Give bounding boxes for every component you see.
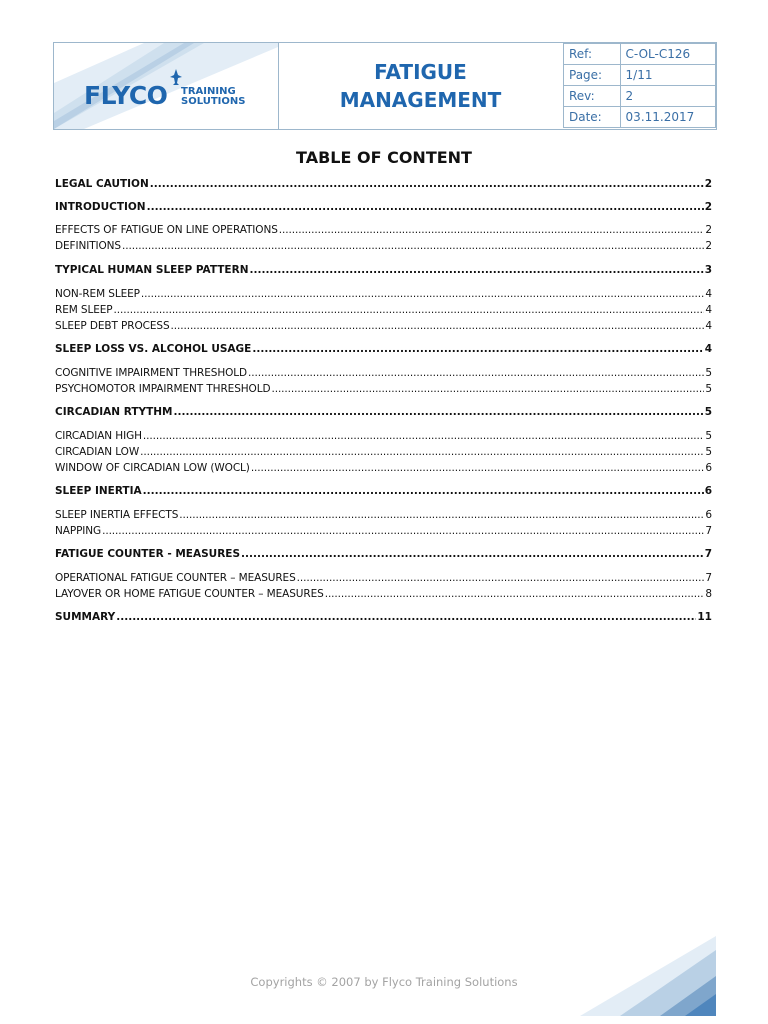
toc-entry-wocl[interactable]: WINDOW OF CIRCADIAN LOW (WOCL) ..... 6 <box>55 462 712 474</box>
toc-entry-sleep-debt-process[interactable]: SLEEP DEBT PROCESS ..... 4 <box>55 320 712 332</box>
logo-tagline: TRAINING SOLUTIONS <box>181 86 246 107</box>
company-logo <box>54 43 279 129</box>
logo-wordmark: FLYCO <box>84 81 168 110</box>
toc-entry-layover-home-fatigue[interactable]: LAYOVER OR HOME FATIGUE COUNTER – MEASURES ..... 8 <box>55 588 712 600</box>
toc-entry-cognitive-impairment[interactable]: COGNITIVE IMPAIRMENT THRESHOLD ..... 5 <box>55 367 712 379</box>
footer-corner-graphic <box>580 936 716 1016</box>
toc-entry-circadian-rhythm[interactable]: CIRCADIAN RTYTHM ..... 5 <box>55 406 712 418</box>
toc-entry-operational-fatigue[interactable]: OPERATIONAL FATIGUE COUNTER – MEASURES ..... 7 <box>55 572 712 584</box>
toc-entry-fatigue-counter-measures[interactable]: FATIGUE COUNTER - MEASURES ..... 7 <box>55 548 712 560</box>
meta-row-date: Date: 03.11.2017 <box>564 107 716 128</box>
toc-heading: TABLE OF CONTENT <box>296 148 472 167</box>
toc-entry-sleep-loss-alcohol[interactable]: SLEEP LOSS VS. ALCOHOL USAGE ..... 4 <box>55 343 712 355</box>
toc-entry-definitions[interactable]: DEFINITIONS ..... 2 <box>55 240 712 252</box>
title-line-1: FATIGUE <box>374 60 467 84</box>
toc-entry-napping[interactable]: NAPPING ..... 7 <box>55 525 712 537</box>
toc-entry-effects-of-fatigue[interactable]: EFFECTS OF FATIGUE ON LINE OPERATIONS ..... 2 <box>55 224 712 236</box>
toc-entry-introduction[interactable]: INTRODUCTION ..... 2 <box>55 201 712 213</box>
toc-entry-rem-sleep[interactable]: REM SLEEP ..... 4 <box>55 304 712 316</box>
title-line-2: MANAGEMENT <box>339 88 502 112</box>
meta-row-rev: Rev: 2 <box>564 86 716 107</box>
document-metadata-table <box>563 43 716 128</box>
toc-entry-summary[interactable]: SUMMARY ..... 11 <box>55 611 712 623</box>
meta-row-ref: Ref: C-OL-C126 <box>564 44 716 65</box>
toc-entry-psychomotor-impairment[interactable]: PSYCHOMOTOR IMPAIRMENT THRESHOLD ..... 5 <box>55 383 712 395</box>
toc-entry-circadian-high[interactable]: CIRCADIAN HIGH ..... 5 <box>55 430 712 442</box>
toc-entry-legal-caution[interactable]: LEGAL CAUTION ..... 2 <box>55 178 712 190</box>
meta-row-page: Page: 1/11 <box>564 65 716 86</box>
copyright-footer: Copyrights © 2007 by Flyco Training Solutions <box>250 975 518 989</box>
toc-entry-sleep-inertia[interactable]: SLEEP INERTIA ..... 6 <box>55 485 712 497</box>
toc-entry-typical-sleep-pattern[interactable]: TYPICAL HUMAN SLEEP PATTERN ..... 3 <box>55 264 712 276</box>
toc-entry-circadian-low[interactable]: CIRCADIAN LOW ..... 5 <box>55 446 712 458</box>
document-header <box>53 42 717 130</box>
airplane-icon <box>170 69 182 85</box>
document-title <box>278 43 563 129</box>
toc-entry-non-rem-sleep[interactable]: NON-REM SLEEP ..... 4 <box>55 288 712 300</box>
toc-entry-sleep-inertia-effects[interactable]: SLEEP INERTIA EFFECTS ..... 6 <box>55 509 712 521</box>
